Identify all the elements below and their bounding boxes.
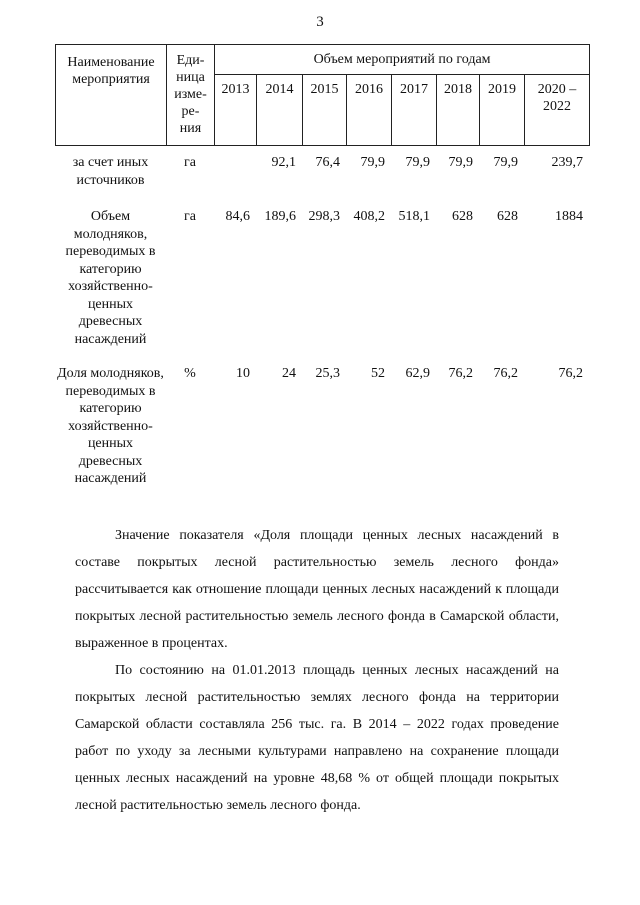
header-unit-column: Еди- ница изме- ре- ния — [167, 45, 215, 146]
row-value: 52 — [371, 366, 385, 381]
row-value: 62,9 — [405, 366, 430, 381]
row-value: 628 — [452, 209, 473, 224]
table-header — [55, 44, 590, 146]
header-year: 2013 — [215, 75, 257, 146]
row-value: 92,1 — [271, 155, 296, 170]
row-value: 76,2 — [448, 366, 473, 381]
row-value: 24 — [282, 366, 296, 381]
header-year: 2018 — [437, 75, 480, 146]
row-value: 408,2 — [353, 209, 385, 224]
row-value: 84,6 — [225, 209, 250, 224]
row-label: Объем молодняков, переводимых в категорию хозяйственно-ценных древесных насаждений — [65, 209, 156, 347]
row-value: 189,6 — [264, 209, 296, 224]
row-value: 298,3 — [308, 209, 340, 224]
header-year: 2017 — [392, 75, 437, 146]
row-unit: га — [184, 155, 196, 170]
header-name-column: Наименование мероприятия — [56, 45, 167, 146]
row-unit: % — [184, 366, 196, 381]
table-row — [55, 363, 589, 488]
table-row — [55, 206, 589, 363]
header-year: 2016 — [347, 75, 392, 146]
row-value: 76,4 — [315, 155, 340, 170]
row-value: 518,1 — [398, 209, 430, 224]
row-value: 1884 — [555, 209, 583, 224]
row-value: 628 — [497, 209, 518, 224]
header-year: 2015 — [303, 75, 347, 146]
row-value: 79,9 — [448, 155, 473, 170]
table-body — [55, 152, 589, 488]
header-year: 2019 — [480, 75, 525, 146]
row-value: 25,3 — [315, 366, 340, 381]
table-row — [55, 152, 589, 206]
row-value — [214, 152, 256, 206]
row-unit: га — [184, 209, 196, 224]
header-year: 2020 – 2022 — [525, 75, 590, 146]
row-label: Доля молодняков, переводимых в категорию хозяйственно-ценных древесных насаждений — [57, 366, 164, 486]
row-value: 239,7 — [551, 155, 583, 170]
row-label: за счет иных источников — [72, 155, 149, 188]
header-year: 2014 — [257, 75, 303, 146]
paragraph: По состоянию на 01.01.2013 площадь ценных лесных насаждений на покрытых лесной растительностью землях лесного фонда на территории Самарской области составляла 256 тыс. га. В 2014 – 2022 годах проведение работ по уходу за лесными культурами направлено на сохранение площади ценных лесных насаждений на уровне 48,68 % от общей площади покрытых лесной растительностью земель лесного фонда. — [75, 663, 559, 813]
row-value: 10 — [236, 366, 250, 381]
row-value: 76,2 — [493, 366, 518, 381]
paragraph: Значение показателя «Доля площади ценных лесных насаждений в составе покрытых лесной растительностью земель лесного фонда» рассчитывается как отношение площади ценных лесных насаждений к площади покрытых лесной растительностью земель лесного фонда в Самарской области, выраженное в процентах. — [75, 528, 559, 651]
row-value: 79,9 — [405, 155, 430, 170]
row-value: 79,9 — [360, 155, 385, 170]
page-number: 3 — [316, 14, 324, 30]
row-value: 76,2 — [558, 366, 583, 381]
header-years-group: Объем мероприятий по годам — [215, 45, 590, 75]
row-value: 79,9 — [493, 155, 518, 170]
